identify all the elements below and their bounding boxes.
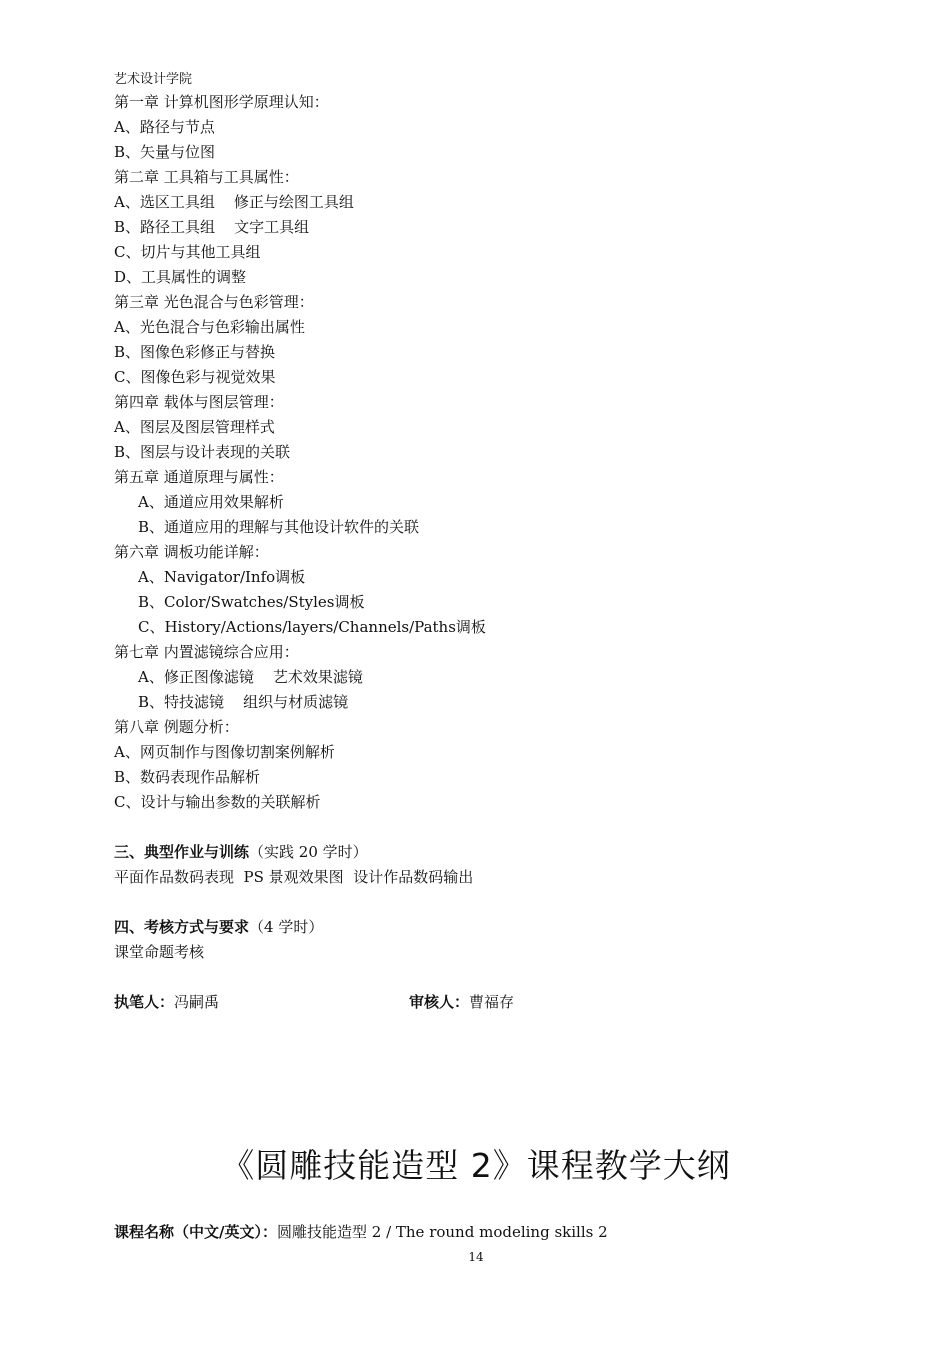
course-name-value: 圆雕技能造型 2 / The round modeling skills 2	[276, 1223, 608, 1241]
outline-line: 第二章 工具箱与工具属性：	[114, 168, 299, 186]
outline-line: A、修正图像滤镜 艺术效果滤镜	[138, 668, 363, 686]
document-body	[114, 90, 854, 1015]
outline-line: B、图像色彩修正与替换	[114, 343, 276, 361]
outline-line: 第三章 光色混合与色彩管理：	[114, 293, 314, 311]
writer-name: 冯嗣禹	[174, 993, 220, 1011]
outline-line: A、网页制作与图像切割案例解析	[114, 743, 335, 761]
reviewer-label: 审核人：	[409, 993, 470, 1011]
section4-heading-line	[114, 915, 854, 940]
reviewer-name: 曹福存	[469, 993, 515, 1011]
section4-heading: 四、考核方式与要求	[114, 918, 250, 936]
outline-line: B、图层与设计表现的关联	[114, 443, 291, 461]
signature-row	[114, 990, 854, 1015]
outline-line: 第六章 调板功能详解：	[114, 543, 269, 561]
writer-label: 执笔人：	[114, 993, 175, 1011]
section4-content: 课堂命题考核	[114, 943, 205, 961]
outline-line: B、路径工具组 文字工具组	[114, 218, 310, 236]
outline-line: 第五章 通道原理与属性：	[114, 468, 284, 486]
outline-line: D、工具属性的调整	[114, 268, 247, 286]
section3-heading-note: （实践 20 学时）	[249, 843, 368, 861]
outline-line: A、选区工具组 修正与绘图工具组	[114, 193, 354, 211]
outline-line: C、切片与其他工具组	[114, 243, 261, 261]
outline-line: B、特技滤镜 组织与材质滤镜	[138, 693, 349, 711]
course-name-label: 课程名称（中文/英文）：	[114, 1223, 277, 1241]
outline-line: A、图层及图层管理样式	[114, 418, 275, 436]
outline-line: 第七章 内置滤镜综合应用：	[114, 643, 299, 661]
outline-line: A、Navigator/Info调板	[138, 568, 306, 586]
outline-line: B、Color/Swatches/Styles调板	[138, 593, 365, 611]
outline-line: A、光色混合与色彩输出属性	[114, 318, 305, 336]
school-header: 艺术设计学院	[114, 72, 193, 87]
course-name-line	[114, 1220, 608, 1245]
outline-line: 第一章 计算机图形学原理认知：	[114, 93, 329, 111]
outline-line: A、通道应用效果解析	[138, 493, 284, 511]
section3-heading: 三、典型作业与训练	[114, 843, 250, 861]
outline-line: C、设计与输出参数的关联解析	[114, 793, 321, 811]
section4-heading-note: （4 学时）	[249, 918, 324, 936]
outline-line: C、图像色彩与视觉效果	[114, 368, 276, 386]
outline-line: B、通道应用的理解与其他设计软件的关联	[138, 518, 420, 536]
syllabus-title: 《圆雕技能造型 2》课程教学大纲	[221, 1146, 731, 1185]
section3-heading-line	[114, 840, 854, 865]
page-number: 14	[468, 1250, 484, 1264]
outline-line: C、History/Actions/layers/Channels/Paths调板	[138, 618, 486, 636]
outline-line: 第八章 例题分析：	[114, 718, 239, 736]
outline-line: A、路径与节点	[114, 118, 215, 136]
outline-line: B、数码表现作品解析	[114, 768, 261, 786]
outline-line: B、矢量与位图	[114, 143, 216, 161]
chapter-outline	[114, 90, 854, 815]
outline-line: 第四章 载体与图层管理：	[114, 393, 284, 411]
section3-content: 平面作品数码表现 PS 景观效果图 设计作品数码输出	[114, 868, 474, 886]
reviewer-block	[409, 990, 514, 1015]
